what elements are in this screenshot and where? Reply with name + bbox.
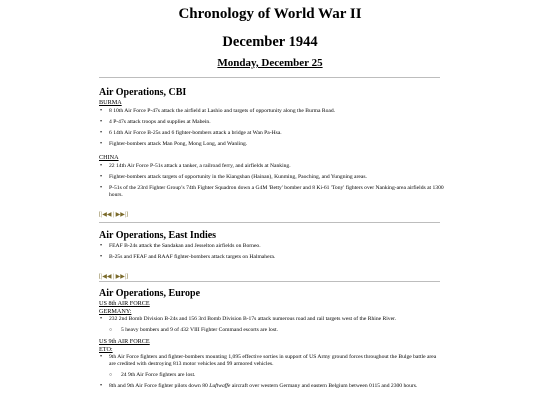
divider bbox=[99, 77, 440, 78]
region-china: CHINA bbox=[99, 154, 119, 161]
east-indies-list bbox=[99, 243, 444, 261]
eto-sublist bbox=[99, 372, 444, 379]
list-item: • Fighter-bombers attack Man Pong, Mong Long, and Wanling. bbox=[99, 141, 444, 148]
list-item: • 22 14th Air Force P-51s attack a tanker, a railroad ferry, and airfields at Nanking. bbox=[99, 163, 444, 170]
china-list bbox=[99, 163, 444, 199]
list-item: • 8 10th Air Force P-47s attack the airfield at Lashio and targets of opportunity along the Burma Road. bbox=[99, 108, 444, 115]
region-us-8th-air-force: US 8th AIR FORCE bbox=[99, 300, 150, 307]
divider bbox=[99, 222, 440, 223]
section-title: Air Operations, Europe bbox=[99, 288, 201, 299]
list-item bbox=[99, 383, 444, 390]
region-germany: GERMANY: bbox=[99, 308, 132, 315]
list-item: • B-25s and FEAF and RAAF fighter-bombers attack targets on Halmahera. bbox=[99, 254, 444, 261]
section-nav-links[interactable]: [|◀◀ | ▶▶|] bbox=[99, 274, 129, 280]
eto-list bbox=[99, 354, 444, 368]
burma-list bbox=[99, 108, 444, 148]
region-burma: BURMA bbox=[99, 99, 122, 106]
list-item: • 4 P-47s attack troops and supplies at Mabein. bbox=[99, 119, 444, 126]
page-title: Chronology of World War II bbox=[178, 6, 362, 22]
list-item: • Fighter-bombers attack targets of opportunity in the Kiangshan (Hainan), Kunming, Paoching, and Yungning areas. bbox=[99, 174, 444, 181]
sub-list-item: ○ 5 heavy bombers and 9 of 432 VIII Fighter Command escorts are lost. bbox=[99, 327, 444, 334]
list-item: • P-51s of the 23rd Fighter Group’s 74th Fighter Squadron down a G4M 'Betty' bomber and 8 Ki-61 'Tony' fighters over Nanking-area airfields at 1300 hours. bbox=[99, 185, 444, 199]
europe-summary-list bbox=[99, 383, 444, 390]
page-month: December 1944 bbox=[222, 34, 318, 50]
divider bbox=[99, 281, 440, 282]
luftwaffe-emphasis: Luftwaffe bbox=[209, 383, 231, 389]
germany-sublist bbox=[99, 327, 444, 334]
section-nav-links[interactable]: [|◀◀ | ▶▶|] bbox=[99, 212, 129, 218]
section-title: Air Operations, East Indies bbox=[99, 230, 217, 241]
list-item: • 6 14th Air Force B-25s and 6 fighter-bombers attack a bridge at Wan Pa-Hsa. bbox=[99, 130, 444, 137]
germany-list bbox=[99, 316, 444, 323]
region-us-9th-air-force: US 9th AIR FORCE bbox=[99, 338, 150, 345]
section-air-operations-europe bbox=[99, 288, 444, 394]
summary-text-start: 8th and 9th Air Force fighter pilots down 80 bbox=[109, 383, 210, 389]
region-eto: ETO: bbox=[99, 346, 113, 353]
list-item: • 9th Air Force fighters and fighter-bombers mounting 1,095 effective sorties in support of US Army ground forces throughout the Bulge battle area are credited with destroying 813 motor vehicles and 99 armored vehicles. bbox=[99, 354, 444, 368]
page-day: Monday, December 25 bbox=[217, 57, 323, 69]
section-air-operations-cbi bbox=[99, 87, 444, 221]
summary-text-end: aircraft over western Germany and eastern Belgium between 0115 and 2300 hours. bbox=[230, 383, 418, 389]
sub-list-item: ○ 24 9th Air Force fighters are lost. bbox=[99, 372, 444, 379]
list-item: • FEAF B-24s attack the Sandakan and Jesselton airfields on Borneo. bbox=[99, 243, 444, 250]
list-item: • 232 2nd Bomb Division B-24s and 156 3rd Bomb Division B-17s attack numerous road and rail targets west of the Rhine River. bbox=[99, 316, 444, 323]
section-air-operations-east-indies bbox=[99, 230, 444, 283]
section-title: Air Operations, CBI bbox=[99, 87, 187, 98]
